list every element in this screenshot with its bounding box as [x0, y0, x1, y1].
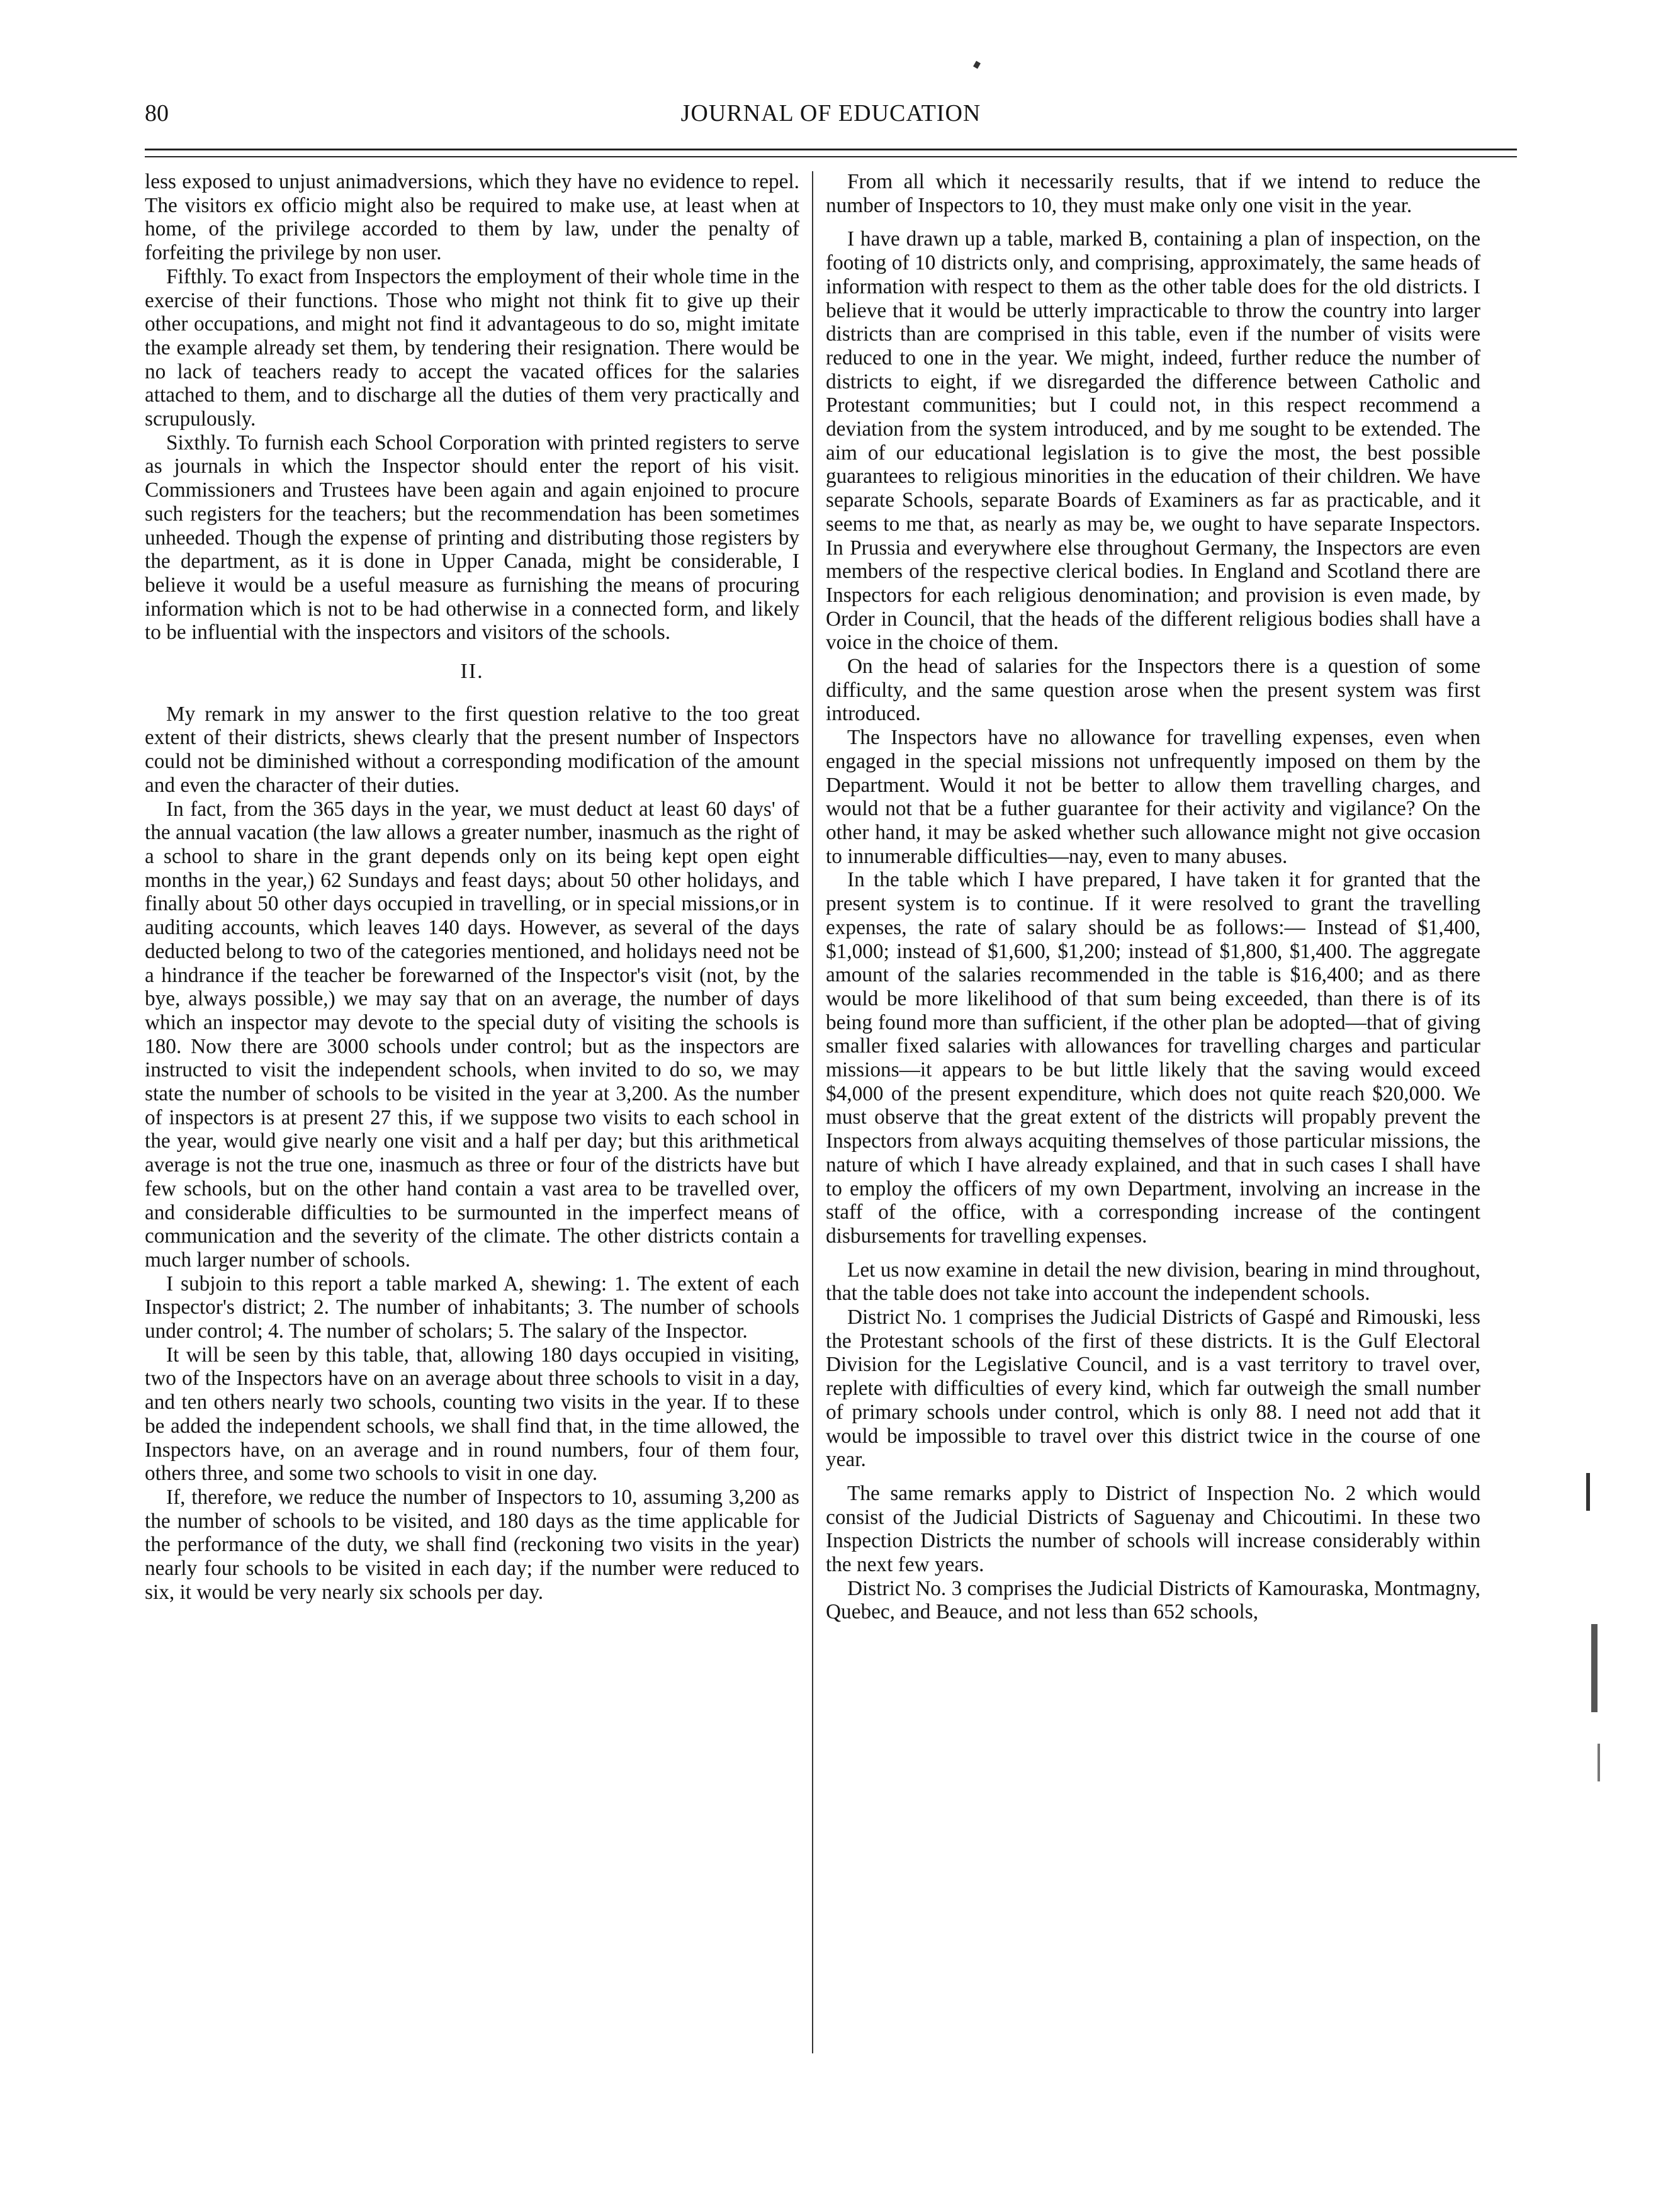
paragraph: I have drawn up a table, marked B, containing a plan of inspection, on the footing of 10 districts only, and comprising, approximately, the same heads of information with respect to them as the other table does for the old districts. I believe that it would be utterly impracticable to throw the country into larger districts than are comprised in this table, even if the number of visits were reduced to one in the year. We might, indeed, further reduce the number of districts to eight, if we disregarded the difference between Catholic and Protestant communities; but I could not, in this respect recommend a deviation from the system introduced, and by me sought to be extended. The aim of our educational legislation is to give the most, the best possible guarantees to religious minorities in the education of their children. We have separate Schools, separate Boards of Examiners as far as practicable, and it seems to me that, as nearly as may be, we ought to have separate Inspectors. In Prussia and everywhere else throughout Germany, the Inspectors are even members of the respective clerical bodies. In England and Scotland there are Inspectors for each religious denomination; and provision is even made, by Order in Council, that the heads of the different religious bodies shall have a voice in the choice of them. — [826, 227, 1480, 655]
paragraph: In the table which I have prepared, I have taken it for granted that the present system is to continue. If it were resolved to grant the travelling expenses, the rate of salary should be as follows:— Instead of $1,400, $1,000; instead of $1,600, $1,200; instead of $1,800, $1,400. The aggregate amount of the salaries recommended in the table is $16,400; and as there would be more likelihood of that sum being exceeded, than there is of its being found more than sufficient, if the other plan be adopted—that of giving smaller fixed salaries with allowances for travelling charges and particular missions—it appears to be but little likely that the saving would exceed $4,000 of the present expenditure, which does not quite reach $20,000. We must observe that the great extent of the districts will propably prevent the Inspectors from always acquiting themselves of those particular missions, the nature of which I have already explained, and that in such cases I shall have to employ the officers of my own Department, involving an increase in the staff of the office, with a corresponding increase of the contingent disbursements for travelling expenses. — [826, 868, 1480, 1248]
scan-speck — [973, 61, 981, 69]
left-column — [145, 170, 799, 2084]
paragraph: The same remarks apply to District of Inspection No. 2 which would consist of the Judicial Districts of Saguenay and Chicoutimi. In these two Inspection Districts the number of schools will increase considerably within the next few years. — [826, 1481, 1480, 1577]
page-number: 80 — [145, 100, 169, 127]
paragraph: If, therefore, we reduce the number of Inspectors to 10, assuming 3,200 as the number of schools to be visited, and 180 days as the time applicable for the performance of the duty, we shall find (reckoning two visits in the year) nearly four schools to be visited in each day; if the number were reduced to six, it would be very nearly six schools per day. — [145, 1485, 799, 1604]
paragraph: District No. 1 comprises the Judicial Districts of Gaspé and Rimouski, less the Protestant schools of the first of these districts. It is the Gulf Electoral Division for the Legislative Council, and is a vast territory to travel over, replete with difficulties of every kind, which far outweigh the small number of primary schools under control, which is only 88. I need not add that it would be impossible to travel over this district twice in the course of one year. — [826, 1306, 1480, 1472]
paragraph: I subjoin to this report a table marked A, shewing: 1. The extent of each Inspector's district; 2. The number of inhabitants; 3. The number of schools under control; 4. The number of scholars; 5. The salary of the Inspector. — [145, 1272, 799, 1343]
page-header — [145, 99, 1517, 137]
paragraph: In fact, from the 365 days in the year, we must deduct at least 60 days' of the annual vacation (the law allows a greater number, inasmuch as the right of a school to share in the grant depends only on its being kept open eight months in the year,) 62 Sundays and feast days; about 50 other holidays, and finally about 50 other days occupied in travelling, or in special missions,or in auditing accounts, which leaves 140 days. However, as several of the days deducted belong to two of the categories mentioned, and holidays need not be a hindrance if the teacher be forewarned of the Inspector's visit (not, by the bye, always possible,) we may say that on an average, the number of days which an inspector may devote to the special duty of visiting the schools is 180. Now there are 3000 schools under control; but as the inspectors are instructed to visit the independent schools, when invited to do so, we may state the number of schools to be visited in the year at 3,200. As the number of inspectors is at present 27 this, if we suppose two visits to each school in the year, would give nearly one visit and a half per day; but this arithmetical average is not the true one, inasmuch as three or four of the districts have but few schools, but on the other hand contain a vast area to be travelled over, and considerable difficulties to be surmounted in the imperfect means of communication and the severity of the climate. The other districts contain a much larger number of schools. — [145, 797, 799, 1272]
scan-speck — [1586, 1473, 1590, 1511]
paragraph: less exposed to unjust animadversions, which they have no evidence to repel. The visitors ex officio might also be required to make use, at least when at home, of the privilege accorded to them by law, under the penalty of forfeiting the privilege by non user. — [145, 170, 799, 265]
header-rule — [145, 149, 1517, 150]
paragraph: Fifthly. To exact from Inspectors the employment of their whole time in the exercise of their functions. Those who might not think fit to give up their other occupations, and might not find it advantageous to do so, might imitate the example already set them, by tendering their resignation. There would be no lack of teachers ready to accept the vacated offices for the salaries attached to them, and to discharge all the duties of them very practically and scrupulously. — [145, 264, 799, 431]
paragraph: From all which it necessarily results, that if we intend to reduce the number of Inspectors to 10, they must make only one visit in the year. — [826, 170, 1480, 217]
paragraph: Sixthly. To furnish each School Corporation with printed registers to serve as journals in which the Inspector should enter the report of his visit. Commissioners and Trustees have been again and again enjoined to procure such registers for the teachers; but the recommendation has been sometimes unheeded. Though the expense of printing and distributing those registers by the department, as it is done in Upper Canada, might be considerable, I believe it would be a useful measure as furnishing the means of procuring information which is not to be had otherwise in a connected form, and likely to be influential with the inspectors and visitors of the schools. — [145, 431, 799, 645]
scan-speck — [1598, 1744, 1600, 1781]
paragraph: My remark in my answer to the first question relative to the too great extent of their districts, shews clearly that the present number of Inspectors could not be diminished without a corresponding modification of the amount and even the character of their duties. — [145, 702, 799, 797]
page-title: JOURNAL OF EDUCATION — [680, 100, 981, 127]
scan-speck — [1591, 1624, 1598, 1712]
paragraph: On the head of salaries for the Inspectors there is a question of some difficulty, and the same question arose when the present system was first introduced. — [826, 655, 1480, 726]
header-rule-thin — [145, 156, 1517, 157]
section-heading: II. — [460, 660, 484, 684]
right-column — [826, 170, 1480, 2084]
paragraph: The Inspectors have no allowance for travelling expenses, even when engaged in the special missions not unfrequently imposed on them by the Department. Would it not be better to allow them travelling charges, and would not that be a futher guarantee for their activity and vigilance? On the other hand, it may be asked whether such allowance might not give occasion to innumerable difficulties—nay, even to many abuses. — [826, 726, 1480, 868]
paragraph: It will be seen by this table, that, allowing 180 days occupied in visiting, two of the Inspectors have on an average about three schools to visit in a day, and ten others nearly two schools, counting two visits in the year. If to these be added the independent schools, we shall find that, in the time allowed, the Inspectors have, on an average and in round numbers, four of them four, others three, and some two schools to visit in one day. — [145, 1343, 799, 1486]
paragraph: Let us now examine in detail the new division, bearing in mind throughout, that the table does not take into account the independent schools. — [826, 1258, 1480, 1306]
paragraph: District No. 3 comprises the Judicial Districts of Kamouraska, Montmagny, Quebec, and Beauce, and not less than 652 schools, — [826, 1576, 1480, 1624]
column-divider — [812, 171, 813, 2053]
